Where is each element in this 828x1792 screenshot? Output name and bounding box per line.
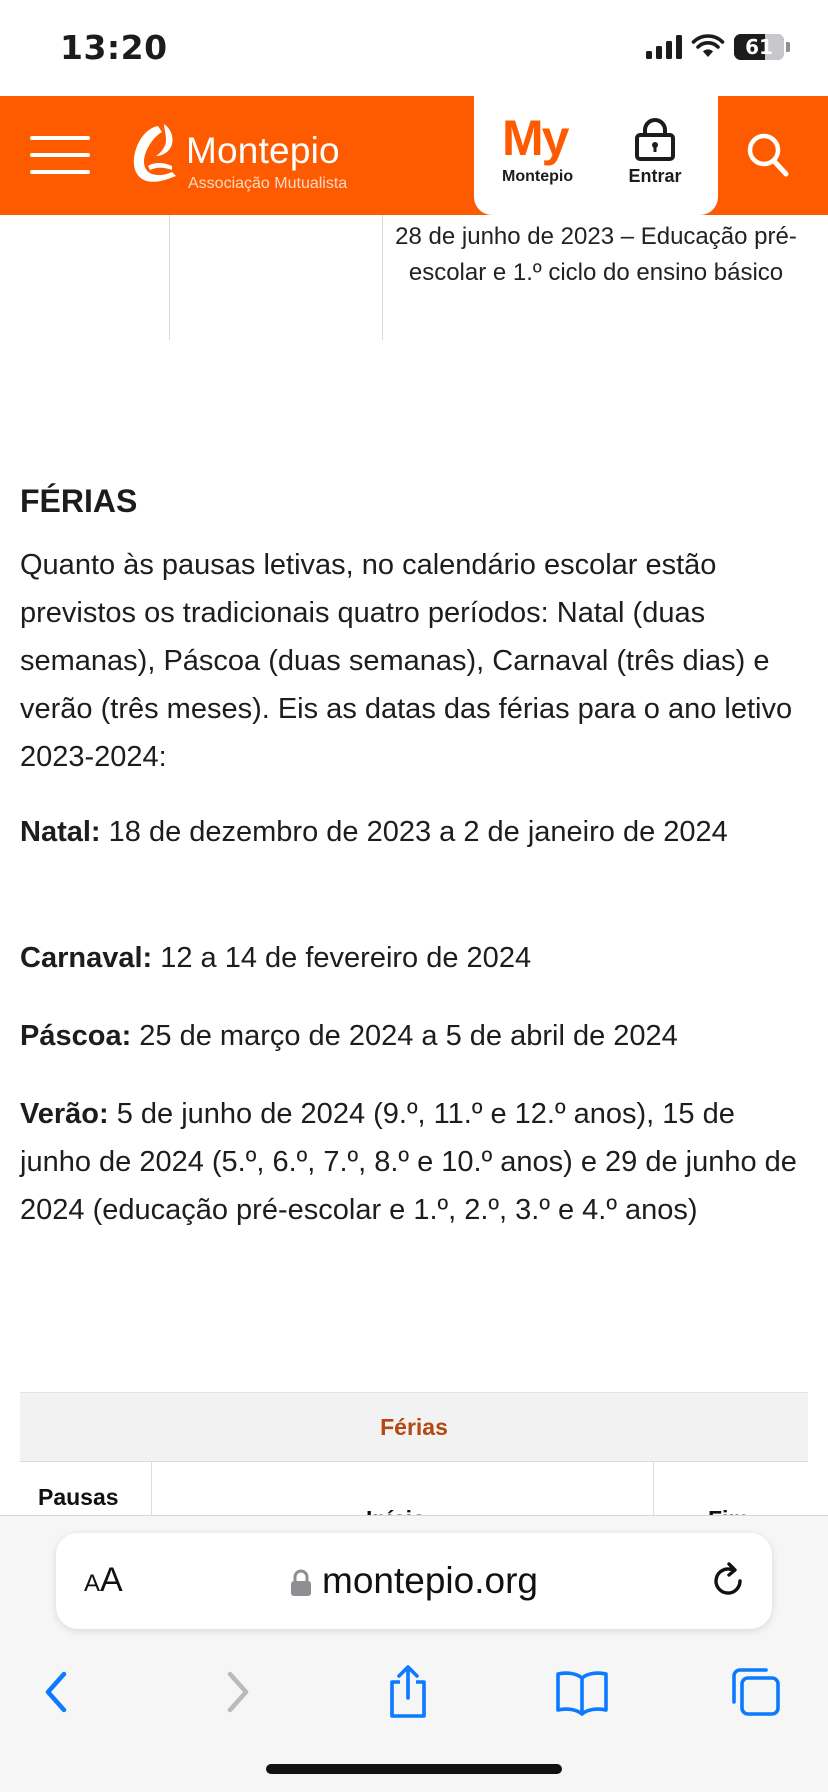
url-text: montepio.org bbox=[322, 1560, 538, 1601]
login-button[interactable] bbox=[620, 118, 690, 187]
status-bar bbox=[0, 0, 828, 96]
ferias-heading: FÉRIAS bbox=[20, 483, 138, 519]
ferias-item-text: 12 a 14 de fevereiro de 2024 bbox=[152, 942, 532, 974]
forward-icon[interactable] bbox=[208, 1664, 264, 1720]
calendar-table-tail bbox=[0, 215, 828, 340]
table-column-divider bbox=[169, 215, 170, 340]
table-cell: 28 de junho de 2023 – Educação pré-escolar e 1.º ciclo do ensino básico bbox=[395, 223, 797, 286]
ferias-intro: Quanto às pausas letivas, no calendário escolar estão previstos os tradicionais quatro períodos: Natal (duas semanas), Páscoa (duas semanas), Carnaval (três dias) e verão (três meses). Eis as datas das férias para o ano letivo 2023-2024: bbox=[20, 549, 793, 773]
navigation-toolbar bbox=[0, 1646, 828, 1746]
ferias-item-carnaval bbox=[20, 934, 808, 982]
battery-nub bbox=[786, 42, 790, 52]
ferias-item-text: 18 de dezembro de 2023 a 2 de janeiro de 2024 bbox=[100, 816, 728, 848]
ferias-item-pascoa bbox=[20, 1012, 808, 1060]
page-content bbox=[0, 215, 828, 1515]
menu-icon[interactable] bbox=[30, 132, 90, 178]
status-icons bbox=[646, 34, 790, 60]
brand-tagline: Associação Mutualista bbox=[188, 175, 348, 192]
site-header bbox=[0, 96, 828, 215]
ferias-item-verao bbox=[20, 1090, 808, 1234]
battery-icon bbox=[734, 34, 784, 60]
my-montepio-panel bbox=[474, 96, 718, 215]
back-icon[interactable] bbox=[30, 1664, 86, 1720]
cellular-signal-icon bbox=[646, 35, 682, 59]
ferias-table bbox=[20, 1392, 808, 1532]
wifi-icon bbox=[692, 35, 724, 59]
browser-toolbar bbox=[0, 1515, 828, 1792]
table-column-divider bbox=[382, 215, 383, 340]
montepio-logo[interactable] bbox=[128, 122, 348, 192]
text-size-small: A bbox=[84, 1570, 101, 1597]
column-header-pausas: Pausas bbox=[38, 1484, 119, 1510]
login-label: Entrar bbox=[628, 166, 682, 186]
share-icon[interactable] bbox=[380, 1664, 436, 1720]
ferias-item-natal bbox=[20, 808, 808, 856]
my-logo-text: My bbox=[502, 110, 568, 166]
brand-name: Montepio bbox=[186, 130, 340, 171]
search-icon bbox=[746, 132, 790, 178]
lock-icon bbox=[290, 1569, 312, 1597]
url-display[interactable] bbox=[56, 1533, 772, 1629]
ferias-item-label: Natal: bbox=[20, 816, 101, 848]
reload-icon[interactable] bbox=[708, 1561, 748, 1601]
tabs-icon[interactable] bbox=[728, 1664, 784, 1720]
lock-icon bbox=[633, 118, 677, 160]
ferias-item-text: 25 de março de 2024 a 5 de abril de 2024 bbox=[131, 1020, 678, 1052]
text-size-large: A bbox=[100, 1561, 123, 1599]
montepio-logo-icon bbox=[128, 122, 180, 184]
my-logo-caption: Montepio bbox=[502, 168, 574, 185]
battery-level: 61 bbox=[745, 35, 773, 59]
address-bar[interactable] bbox=[56, 1533, 772, 1629]
ferias-table-title: Férias bbox=[20, 1392, 808, 1462]
ferias-item-label: Verão: bbox=[20, 1098, 109, 1130]
ferias-item-text: 5 de junho de 2024 (9.º, 11.º e 12.º anos), 15 de junho de 2024 (5.º, 6.º, 7.º, 8.º e 10.º anos) e 29 de junho de 2024 (educação pré-escolar e 1.º, 2.º, 3.º e 4.º anos) bbox=[20, 1098, 797, 1226]
status-time: 13:20 bbox=[60, 28, 168, 67]
home-indicator[interactable] bbox=[266, 1764, 562, 1774]
ferias-item-label: Carnaval: bbox=[20, 942, 153, 974]
my-montepio-link[interactable] bbox=[502, 110, 598, 186]
search-button[interactable] bbox=[746, 132, 790, 178]
ferias-item-label: Páscoa: bbox=[20, 1020, 132, 1052]
bookmarks-icon[interactable] bbox=[554, 1664, 610, 1720]
